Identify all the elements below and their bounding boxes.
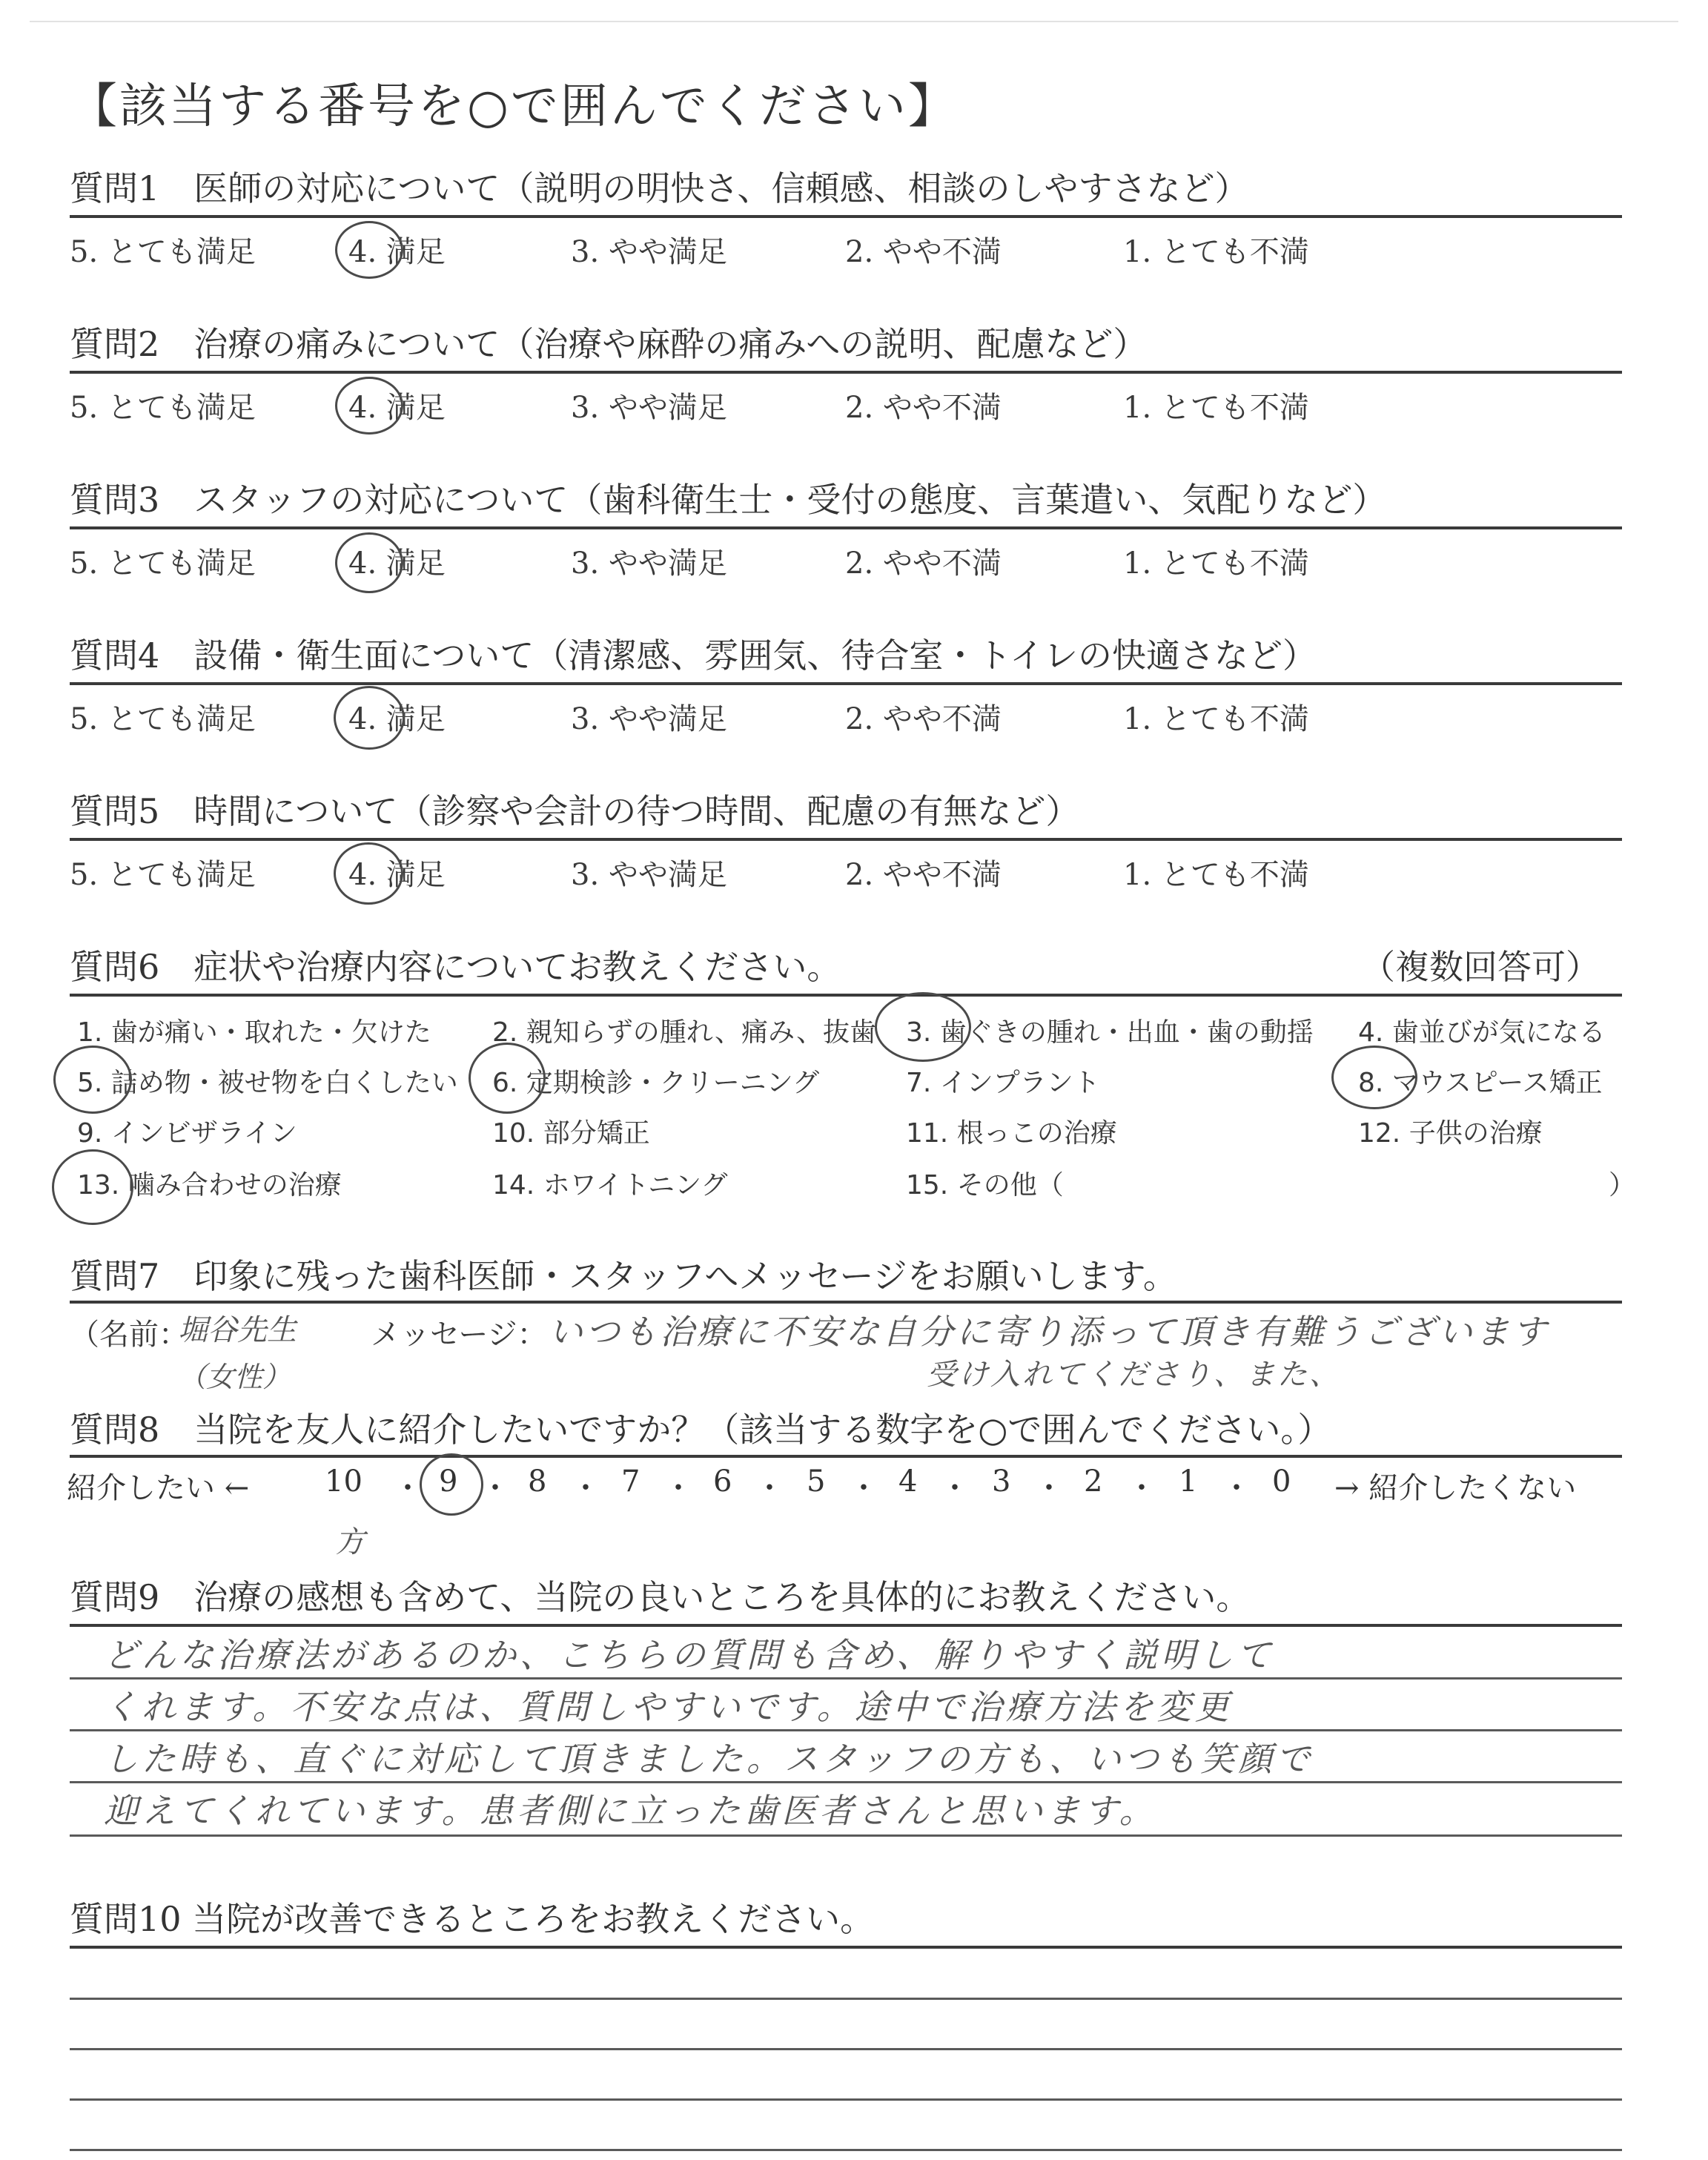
q8-value-3[interactable]: 3 — [992, 1464, 1011, 1499]
q6-option-14[interactable]: 14. ホワイトニング — [492, 1170, 728, 1200]
question-7-title: 質問7 印象に残った歯科医師・スタッフへメッセージをお願いします。 — [70, 1256, 1177, 1296]
q6-option-6[interactable]: 6. 定期検診・クリーニング — [492, 1068, 820, 1098]
q8-separator: ・ — [849, 1471, 878, 1505]
q5-selected-circle — [334, 842, 403, 905]
q8-separator: ・ — [1222, 1471, 1251, 1505]
q6-option-15[interactable]: 15. その他（ — [906, 1170, 1064, 1200]
q8-value-2[interactable]: 2 — [1084, 1464, 1103, 1499]
question-6-rule — [70, 994, 1622, 997]
q3-option-3[interactable]: 3. やや満足 — [571, 546, 727, 581]
q10-line-2[interactable] — [70, 2048, 1622, 2050]
q8-value-7[interactable]: 7 — [621, 1464, 640, 1499]
q4-option-2[interactable]: 2. やや不満 — [845, 702, 1002, 736]
q5-option-5[interactable]: 5. とても満足 — [70, 858, 256, 892]
q9-answer-line-3[interactable]: した時も、直ぐに対応して頂きました。スタッフの方も、いつも笑顔で — [104, 1739, 1314, 1779]
q5-option-4[interactable]: 4. 満足 — [348, 858, 446, 892]
question-5-title: 質問5 時間について（診察や会計の待つ時間、配慮の有無など） — [70, 791, 1080, 831]
q1-option-4[interactable]: 4. 満足 — [348, 235, 446, 269]
q8-selected-circle — [420, 1453, 483, 1516]
q2-option-5[interactable]: 5. とても満足 — [70, 391, 256, 425]
q6-option-2[interactable]: 2. 親知らずの腫れ、痛み、抜歯 — [492, 1017, 877, 1048]
q6-selected-circle-6 — [469, 1043, 546, 1114]
q8-right-label: → 紹介したくない — [1334, 1471, 1577, 1505]
q10-line-4[interactable] — [70, 2149, 1622, 2151]
q6-option-5[interactable]: 5. 詰め物・被せ物を白くしたい — [77, 1068, 458, 1098]
q1-option-2[interactable]: 2. やや不満 — [845, 235, 1002, 269]
q8-value-6[interactable]: 6 — [713, 1464, 732, 1499]
q1-selected-circle — [335, 221, 403, 279]
q8-left-label: 紹介したい ← — [67, 1471, 250, 1505]
q8-value-1[interactable]: 1 — [1179, 1464, 1198, 1499]
question-8-rule — [70, 1455, 1622, 1458]
q7-name-note[interactable]: （女性） — [178, 1361, 291, 1393]
q6-option-12[interactable]: 12. 子供の治療 — [1358, 1118, 1543, 1149]
top-edge-line — [30, 21, 1678, 22]
q4-option-4[interactable]: 4. 満足 — [348, 702, 446, 736]
page-title: 【該当する番号を○で囲んでください】 — [70, 79, 958, 134]
q9-line-3 — [70, 1781, 1622, 1783]
question-5-rule — [70, 838, 1622, 841]
q3-option-4[interactable]: 4. 満足 — [348, 546, 446, 581]
q6-option-10[interactable]: 10. 部分矯正 — [492, 1118, 650, 1149]
q4-selected-circle — [334, 686, 405, 750]
question-1-rule — [70, 215, 1622, 218]
q6-option-13[interactable]: 13. 噛み合わせの治療 — [77, 1170, 342, 1200]
q8-separator: ・ — [480, 1471, 510, 1505]
question-9-rule — [70, 1624, 1622, 1627]
q1-option-5[interactable]: 5. とても満足 — [70, 235, 256, 269]
question-4-title: 質問4 設備・衛生面について（清潔感、雰囲気、待合室・トイレの快適さなど） — [70, 635, 1317, 676]
q3-option-1[interactable]: 1. とても不満 — [1123, 546, 1309, 581]
q6-option-3[interactable]: 3. 歯ぐきの腫れ・出血・歯の動揺 — [906, 1017, 1314, 1048]
question-6-note: （複数回答可） — [1361, 947, 1600, 987]
q4-option-5[interactable]: 5. とても満足 — [70, 702, 256, 736]
q8-separator: ・ — [393, 1471, 423, 1505]
q9-answer-line-1[interactable]: どんな治療法があるのか、こちらの質問も含め、解りやすく説明して — [104, 1635, 1275, 1675]
q2-selected-circle — [335, 377, 403, 435]
q6-selected-circle-13 — [52, 1149, 133, 1225]
q1-option-3[interactable]: 3. やや満足 — [571, 235, 727, 269]
q8-value-8[interactable]: 8 — [528, 1464, 547, 1499]
q6-selected-circle-8 — [1331, 1046, 1417, 1109]
q8-separator: ・ — [1034, 1471, 1064, 1505]
question-8-title: 質問8 当院を友人に紹介したいですか？（該当する数字を○で囲んでください。） — [70, 1410, 1332, 1450]
question-2-title: 質問2 治療の痛みについて（治療や麻酔の痛みへの説明、配慮など） — [70, 324, 1148, 364]
q6-option-7[interactable]: 7. インプラント — [906, 1068, 1100, 1098]
q8-value-5[interactable]: 5 — [807, 1464, 826, 1499]
q3-selected-circle — [335, 532, 403, 593]
q2-option-2[interactable]: 2. やや不満 — [845, 391, 1002, 425]
q7-name-label: （名前： — [70, 1318, 188, 1352]
q10-line-1[interactable] — [70, 1998, 1622, 2000]
q7-message-label: メッセージ： — [371, 1318, 547, 1352]
q6-option-15-close: ） — [1609, 1170, 1636, 1200]
q4-option-1[interactable]: 1. とても不満 — [1123, 702, 1309, 736]
q6-option-11[interactable]: 11. 根っこの治療 — [906, 1118, 1117, 1149]
question-3-title: 質問3 スタッフの対応について（歯科衛生士・受付の態度、言葉遣い、気配りなど） — [70, 480, 1387, 520]
q5-option-2[interactable]: 2. やや不満 — [845, 858, 1002, 892]
q6-option-8[interactable]: 8. マウスピース矯正 — [1358, 1068, 1603, 1098]
q8-value-10[interactable]: 10 — [325, 1464, 363, 1499]
q2-option-3[interactable]: 3. やや満足 — [571, 391, 727, 425]
q10-line-3[interactable] — [70, 2098, 1622, 2101]
q5-option-1[interactable]: 1. とても不満 — [1123, 858, 1309, 892]
question-6-title: 質問6 症状や治療内容についてお教えください。 — [70, 947, 841, 987]
q3-option-5[interactable]: 5. とても満足 — [70, 546, 256, 581]
question-1-title: 質問1 医師の対応について（説明の明快さ、信頼感、相談のしやすさなど） — [70, 168, 1249, 208]
q7-name-value[interactable]: 堀谷先生 — [178, 1313, 297, 1347]
q8-value-4[interactable]: 4 — [898, 1464, 918, 1499]
q8-separator: ・ — [755, 1471, 784, 1505]
question-2-rule — [70, 371, 1622, 374]
q9-line-2 — [70, 1729, 1622, 1731]
q6-option-1[interactable]: 1. 歯が痛い・取れた・欠けた — [77, 1017, 431, 1048]
q9-insert-mark: 方 — [335, 1525, 365, 1559]
question-4-rule — [70, 682, 1622, 685]
q5-option-3[interactable]: 3. やや満足 — [571, 858, 727, 892]
q8-separator: ・ — [571, 1471, 600, 1505]
q6-option-9[interactable]: 9. インビザライン — [77, 1118, 297, 1149]
q8-separator: ・ — [940, 1471, 970, 1505]
q6-selected-circle-5 — [53, 1046, 132, 1114]
q9-answer-line-4[interactable]: 迎えてくれています。患者側に立った歯医者さんと思います。 — [104, 1791, 1157, 1831]
q2-option-1[interactable]: 1. とても不満 — [1123, 391, 1309, 425]
q7-message-insert[interactable]: 受け入れてくださり、また、 — [927, 1358, 1341, 1392]
q9-line-4 — [70, 1834, 1622, 1837]
question-10-rule — [70, 1946, 1622, 1949]
question-7-rule — [70, 1301, 1622, 1304]
q6-selected-circle-3 — [875, 992, 971, 1062]
q9-line-1 — [70, 1677, 1622, 1680]
question-9-title: 質問9 治療の感想も含めて、当院の良いところを具体的にお教えください。 — [70, 1577, 1251, 1617]
q1-option-1[interactable]: 1. とても不満 — [1123, 235, 1309, 269]
question-3-rule — [70, 526, 1622, 529]
q6-option-4[interactable]: 4. 歯並びが気になる — [1358, 1017, 1606, 1048]
q8-value-0[interactable]: 0 — [1272, 1464, 1291, 1499]
q3-option-2[interactable]: 2. やや不満 — [845, 546, 1002, 581]
q8-separator: ・ — [1127, 1471, 1156, 1505]
q2-option-4[interactable]: 4. 満足 — [348, 391, 446, 425]
q9-answer-line-2[interactable]: くれます。不安な点は、質問しやすいです。途中で治療方法を変更 — [104, 1687, 1233, 1727]
q7-message-value[interactable]: いつも治療に不安な自分に寄り添って頂き有難うございます — [549, 1312, 1549, 1352]
q4-option-3[interactable]: 3. やや満足 — [571, 702, 727, 736]
q8-separator: ・ — [663, 1471, 693, 1505]
q8-value-9[interactable]: 9 — [439, 1464, 458, 1499]
question-10-title: 質問10 当院が改善できるところをお教えください。 — [70, 1899, 875, 1939]
